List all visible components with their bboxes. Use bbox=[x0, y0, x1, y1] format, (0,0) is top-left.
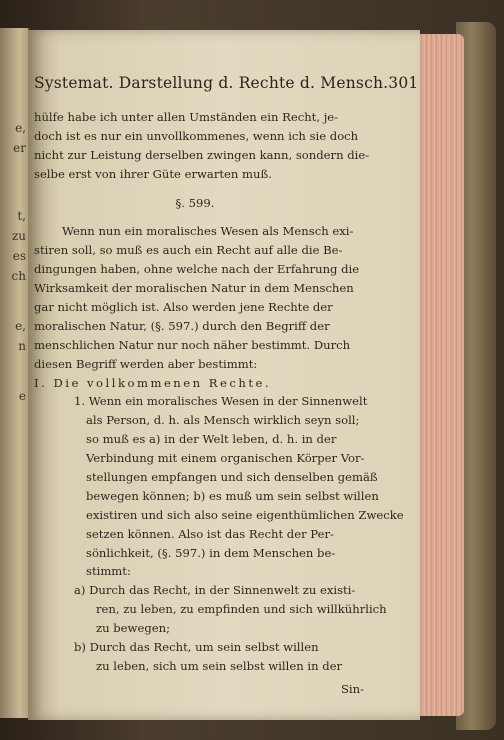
text-line: bewegen können; b) es muß um sein selbst willen bbox=[86, 488, 379, 503]
text-line: existiren und sich also seine eigenthümlichen Zwecke bbox=[86, 507, 404, 522]
text-line: Wenn nun ein moralisches Wesen als Mensch exi- bbox=[62, 224, 354, 239]
left-fragment: es bbox=[12, 249, 26, 263]
left-fragment: t, bbox=[17, 209, 26, 223]
text-line: Verbindung mit einem organischen Körper Vor- bbox=[86, 451, 365, 466]
running-title: Systemat. Darstellung d. Rechte d. Mensch. bbox=[34, 74, 389, 92]
previous-page-edge bbox=[0, 28, 30, 718]
text-line: dingungen haben, ohne welche nach der Erfahrung die bbox=[34, 262, 360, 277]
page-number: 301 bbox=[388, 74, 419, 92]
text-line: zu bewegen; bbox=[96, 621, 170, 636]
text-line: selbe erst von ihrer Güte erwarten muß. bbox=[34, 166, 272, 181]
left-fragment: e, bbox=[15, 121, 26, 135]
text-line: als Person, d. h. als Mensch wirklich seyn soll; bbox=[86, 413, 360, 428]
text-line: setzen können. Also ist das Recht der Per- bbox=[86, 526, 334, 541]
running-header bbox=[34, 74, 419, 92]
text-line: stiren soll, so muß es auch ein Recht auf alle die Be- bbox=[34, 243, 343, 258]
book-page bbox=[28, 30, 420, 720]
text-line: diesen Begriff werden aber bestimmt: bbox=[34, 356, 258, 371]
left-fragment: e bbox=[18, 389, 26, 403]
text-line: sönlichkeit, (§. 597.) in dem Menschen be- bbox=[86, 545, 336, 560]
section-heading: §. 599. bbox=[175, 195, 215, 210]
text-line: so muß es a) in der Welt leben, d. h. in der bbox=[86, 432, 337, 447]
left-fragment: er bbox=[13, 141, 26, 155]
text-line: Wirksamkeit der moralischen Natur in dem Menschen bbox=[34, 281, 354, 296]
text-line: ren, zu leben, zu empfinden und sich willkührlich bbox=[96, 602, 387, 617]
text-line: 1. Wenn ein moralisches Wesen in der Sinnenwelt bbox=[74, 394, 368, 409]
left-fragment: e, bbox=[15, 319, 26, 333]
text-line: moralischen Natur, (§. 597.) durch den Begriff der bbox=[34, 318, 330, 333]
text-line: a) Durch das Recht, in der Sinnenwelt zu existi- bbox=[74, 583, 356, 598]
text-line: menschlichen Natur nur noch näher bestimmt. Durch bbox=[34, 337, 351, 352]
text-line: stellungen empfangen und sich denselben gemäß bbox=[86, 470, 378, 485]
text-line: stimmt: bbox=[86, 564, 131, 579]
left-fragment: ch bbox=[11, 269, 26, 283]
text-line: gar nicht möglich ist. Also werden jene Rechte der bbox=[34, 300, 333, 315]
catchword: Sin- bbox=[340, 682, 364, 696]
text-line: doch ist es nur ein unvollkommenes, wenn ich sie doch bbox=[34, 128, 359, 143]
left-fragment: zu bbox=[11, 229, 26, 243]
text-line: hülfe habe ich unter allen Umständen ein Recht, je- bbox=[34, 110, 339, 124]
text-line: zu leben, sich um sein selbst willen in der bbox=[96, 658, 343, 673]
subsection-heading: I. Die vollkommenen Rechte. bbox=[34, 375, 272, 390]
left-fragment: n bbox=[18, 339, 26, 353]
page-body bbox=[34, 108, 404, 676]
text-line: nicht zur Leistung derselben zwingen kann, sondern die- bbox=[34, 147, 370, 162]
text-line: b) Durch das Recht, um sein selbst willen bbox=[74, 640, 319, 655]
